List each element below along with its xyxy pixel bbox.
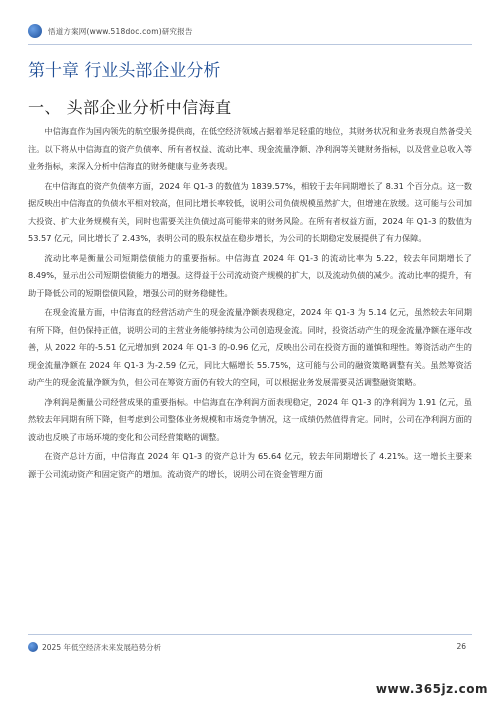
section-title: 一、 头部企业分析中信海直	[28, 98, 232, 117]
brand-logo-icon	[28, 24, 42, 38]
footer-logo-icon	[28, 642, 38, 652]
paragraph: 在现金流量方面，中信海直的经营活动产生的现金流量净额表现稳定，2024 年 Q1-3 为 5.14 亿元，虽然较去年同期有所下降，但仍保持正值，说明公司的主营业务能够持续为公司创造现金流。同时，投资活动产生的现金流量净额在逐年改善，从 2022 年的-5.51 亿元增加到 2024 年 Q1-3 的-0.96 亿元，反映出公司在投资方面的谨慎和理性。筹资活动产生的现金流量净额在 2024 年 Q1-3 为-2.59 亿元，同比大幅增长 55.75%，这可能与公司的融资策略调整有关。虽然筹资活动产生的现金流量净额为负，但公司在筹资方面仍有较大的空间，可以根据业务发展需要灵活调整融资策略。	[28, 307, 472, 387]
header-divider	[28, 44, 472, 45]
paragraph: 流动比率是衡量公司短期偿债能力的重要指标。中信海直 2024 年 Q1-3 的流动比率为 5.22，较去年同期增长了 8.49%，显示出公司短期偿债能力的增强。这得益于公司流动资产规模的扩大，以及流动负债的减少。流动比率的提升，有助于降低公司的短期偿债风险，增强公司的财务稳健性。	[28, 252, 472, 298]
watermark: www.365jz.com	[375, 682, 488, 696]
chapter-title: 第十章 行业头部企业分析	[28, 61, 221, 81]
header-text: 悟道方案网(www.518doc.com)研究报告	[48, 26, 193, 36]
paragraph: 净利润是衡量公司经营成果的重要指标。中信海直在净利润方面表现稳定，2024 年 Q1-3 的净利润为 1.91 亿元，虽然较去年同期有所下降，但考虑到公司整体业务规模和市场竞争情况，这一成绩仍然值得肯定。同时，公司在净利润方面的波动也反映了市场环境的变化和公司经营策略的调整。	[28, 396, 472, 442]
footer-text: 2025 年低空经济未来发展趋势分析	[42, 643, 161, 652]
body-content	[28, 123, 472, 630]
page-header	[28, 22, 193, 40]
page-number: 26	[456, 642, 466, 651]
paragraph: 中信海直作为国内领先的航空服务提供商，在低空经济领域占据着举足轻重的地位，其财务状况和业务表现自然备受关注。以下将从中信海直的资产负债率、所有者权益、流动比率、现金流量净额、净利润等关键财务指标，以及营业总收入等业务指标，来深入分析中信海直的财务健康与业务表现。	[28, 126, 472, 171]
page-footer	[28, 634, 472, 657]
paragraph: 在中信海直的资产负债率方面，2024 年 Q1-3 的数值为 1839.57%，相较于去年同期增长了 8.31 个百分点。这一数据反映出中信海直的负债水平相对较高，但同比增长率较低，说明公司负债规模虽然扩大，但增速在放缓。这可能与公司加大投资、扩大业务规模有关，同时也需要关注负债过高可能带来的财务风险。在所有者权益方面，2024 年 Q1-3 的数值为 53.57 亿元，同比增长了 2.43%，表明公司的股东权益在稳步增长，为公司的长期稳定发展提供了有力保障。	[28, 180, 472, 243]
paragraph: 在资产总计方面，中信海直 2024 年 Q1-3 的资产总计为 65.64 亿元，较去年同期增长了 4.21%。这一增长主要来源于公司流动资产和固定资产的增加。流动资产的增长，说明公司在资金管理方面	[28, 451, 472, 479]
